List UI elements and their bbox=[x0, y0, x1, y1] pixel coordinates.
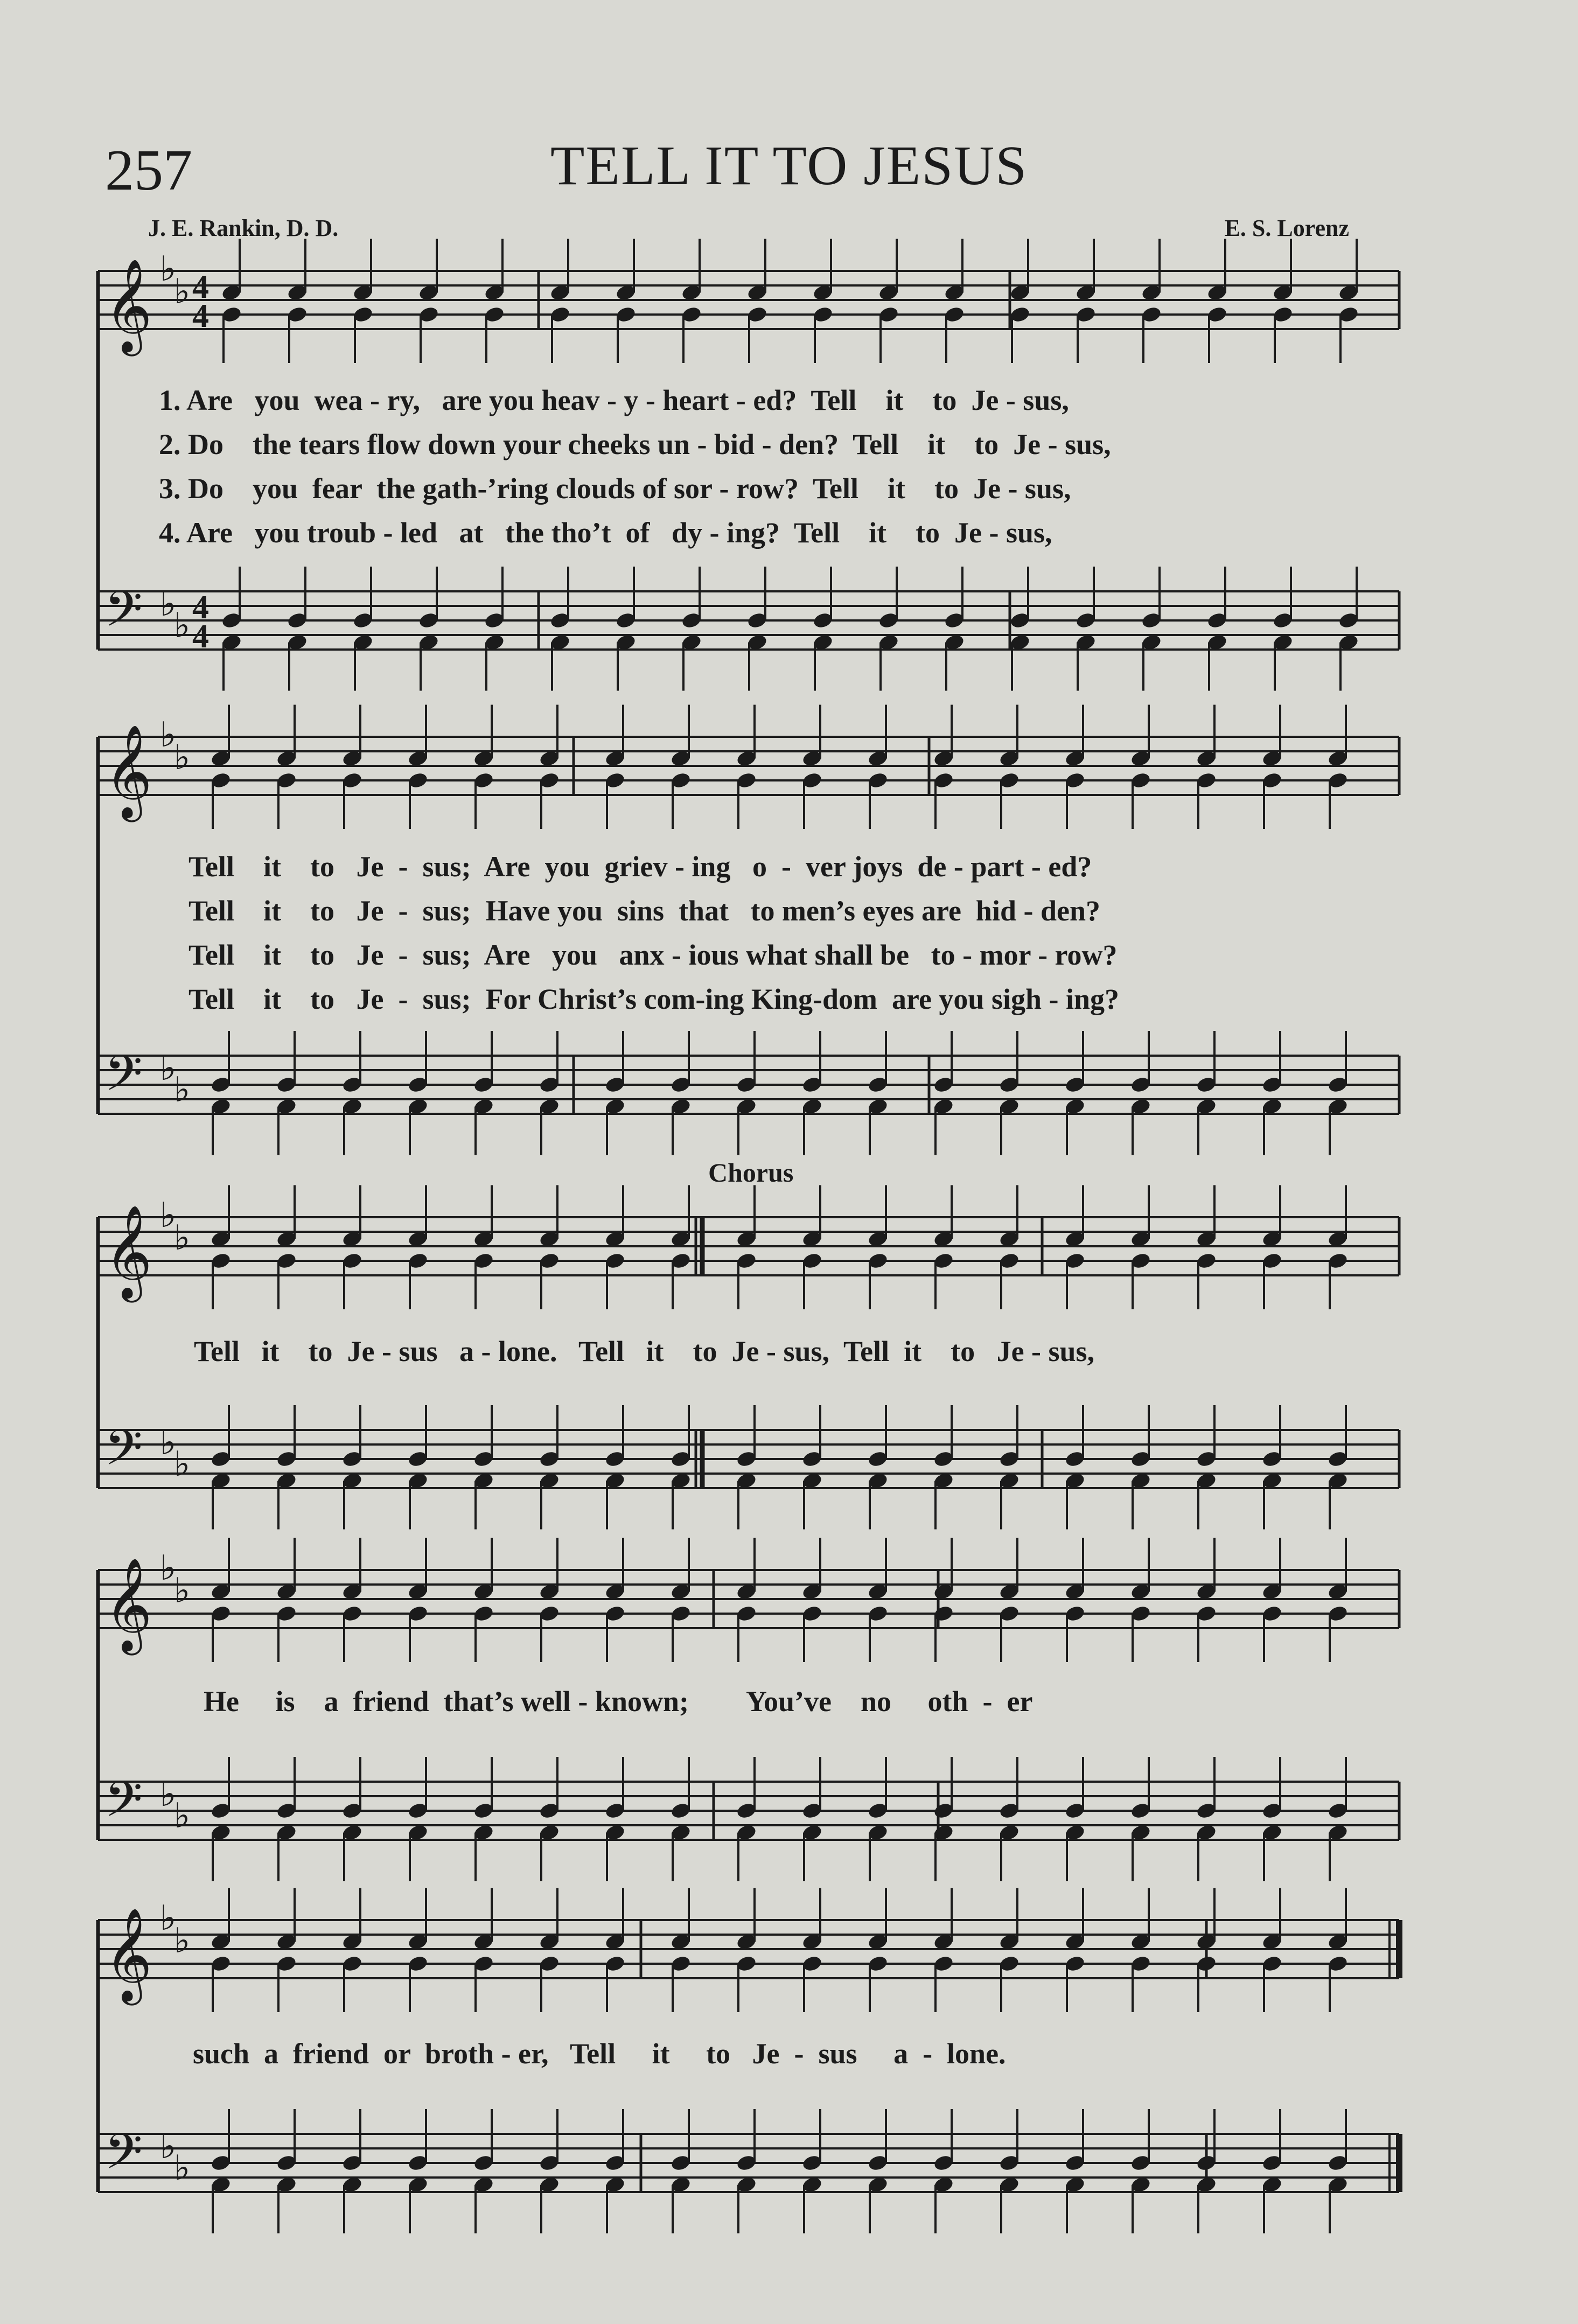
flat-icon: ♭ bbox=[160, 2127, 177, 2167]
flat-icon: ♭ bbox=[160, 1423, 177, 1463]
flat-icon: ♭ bbox=[160, 715, 177, 755]
flat-icon: ♭ bbox=[174, 606, 191, 646]
flat-icon: ♭ bbox=[174, 1921, 191, 1961]
verse-3-line-2: Tell it to Je - sus; Are you anx - ious what shall be to - mor - row? bbox=[188, 939, 1118, 971]
time-signature: 4 bbox=[192, 298, 209, 334]
flat-icon: ♭ bbox=[160, 1548, 177, 1588]
bass-clef-icon: 𝄢 bbox=[104, 581, 143, 650]
author-credit: J. E. Rankin, D. D. bbox=[148, 215, 339, 241]
bass-clef-icon: 𝄢 bbox=[104, 2123, 143, 2192]
time-signature: 4 bbox=[192, 269, 209, 305]
verse-4-line-2: Tell it to Je - sus; For Christ’s com-ing King-dom are you sigh - ing? bbox=[188, 983, 1120, 1015]
flat-icon: ♭ bbox=[160, 249, 177, 289]
flat-icon: ♭ bbox=[160, 1196, 177, 1236]
hymn-title: TELL IT TO JESUS bbox=[550, 135, 1028, 197]
flat-icon: ♭ bbox=[174, 1444, 191, 1484]
chorus-line-1: Tell it to Je - sus a - lone. Tell it to Je - sus, Tell it to Je - sus, bbox=[194, 1335, 1095, 1367]
flat-icon: ♭ bbox=[174, 1796, 191, 1836]
composer-credit: E. S. Lorenz bbox=[1224, 215, 1349, 241]
treble-clef-icon: 𝄞 bbox=[104, 1908, 152, 2001]
flat-icon: ♭ bbox=[174, 2148, 191, 2188]
verse-2-line-1: 2. Do the tears flow down your cheeks un - bid - den? Tell it to Je - sus, bbox=[159, 428, 1111, 460]
treble-clef-icon: 𝄞 bbox=[104, 1205, 152, 1299]
flat-icon: ♭ bbox=[160, 1899, 177, 1938]
time-signature: 4 bbox=[192, 618, 209, 655]
verse-3-line-1: 3. Do you fear the gath-’ring clouds of sor - row? Tell it to Je - sus, bbox=[159, 472, 1071, 505]
flat-icon: ♭ bbox=[174, 1070, 191, 1110]
chorus-line-3: such a friend or broth - er, Tell it to Je - sus a - lone. bbox=[193, 2037, 1006, 2070]
chorus-label: Chorus bbox=[708, 1157, 794, 1188]
chorus-line-2: He is a friend that’s well - known; You’ve no oth - er bbox=[204, 1685, 1033, 1718]
verse-1-line-1: 1. Are you wea - ry, are you heav - y - heart - ed? Tell it to Je - sus, bbox=[159, 384, 1069, 416]
flat-icon: ♭ bbox=[174, 1218, 191, 1258]
treble-clef-icon: 𝄞 bbox=[104, 1558, 152, 1651]
bass-clef-icon: 𝄢 bbox=[104, 1419, 143, 1488]
treble-clef-icon: 𝄞 bbox=[104, 259, 152, 352]
bass-clef-icon: 𝄢 bbox=[104, 1771, 143, 1840]
verse-4-line-1: 4. Are you troub - led at the tho’t of dy - ing? Tell it to Je - sus, bbox=[159, 517, 1052, 549]
flat-icon: ♭ bbox=[174, 1571, 191, 1611]
flat-icon: ♭ bbox=[160, 584, 177, 624]
verse-2-line-2: Tell it to Je - sus; Have you sins that to men’s eyes are hid - den? bbox=[188, 895, 1101, 927]
hymn-number: 257 bbox=[105, 138, 192, 203]
flat-icon: ♭ bbox=[160, 1775, 177, 1814]
flat-icon: ♭ bbox=[174, 272, 191, 312]
verse-1-line-2: Tell it to Je - sus; Are you griev - ing o - ver joys de - part - ed? bbox=[188, 850, 1092, 883]
flat-icon: ♭ bbox=[174, 738, 191, 778]
treble-clef-icon: 𝄞 bbox=[104, 724, 152, 818]
flat-icon: ♭ bbox=[160, 1049, 177, 1088]
time-signature: 4 bbox=[192, 589, 209, 626]
bass-clef-icon: 𝄢 bbox=[104, 1045, 143, 1114]
